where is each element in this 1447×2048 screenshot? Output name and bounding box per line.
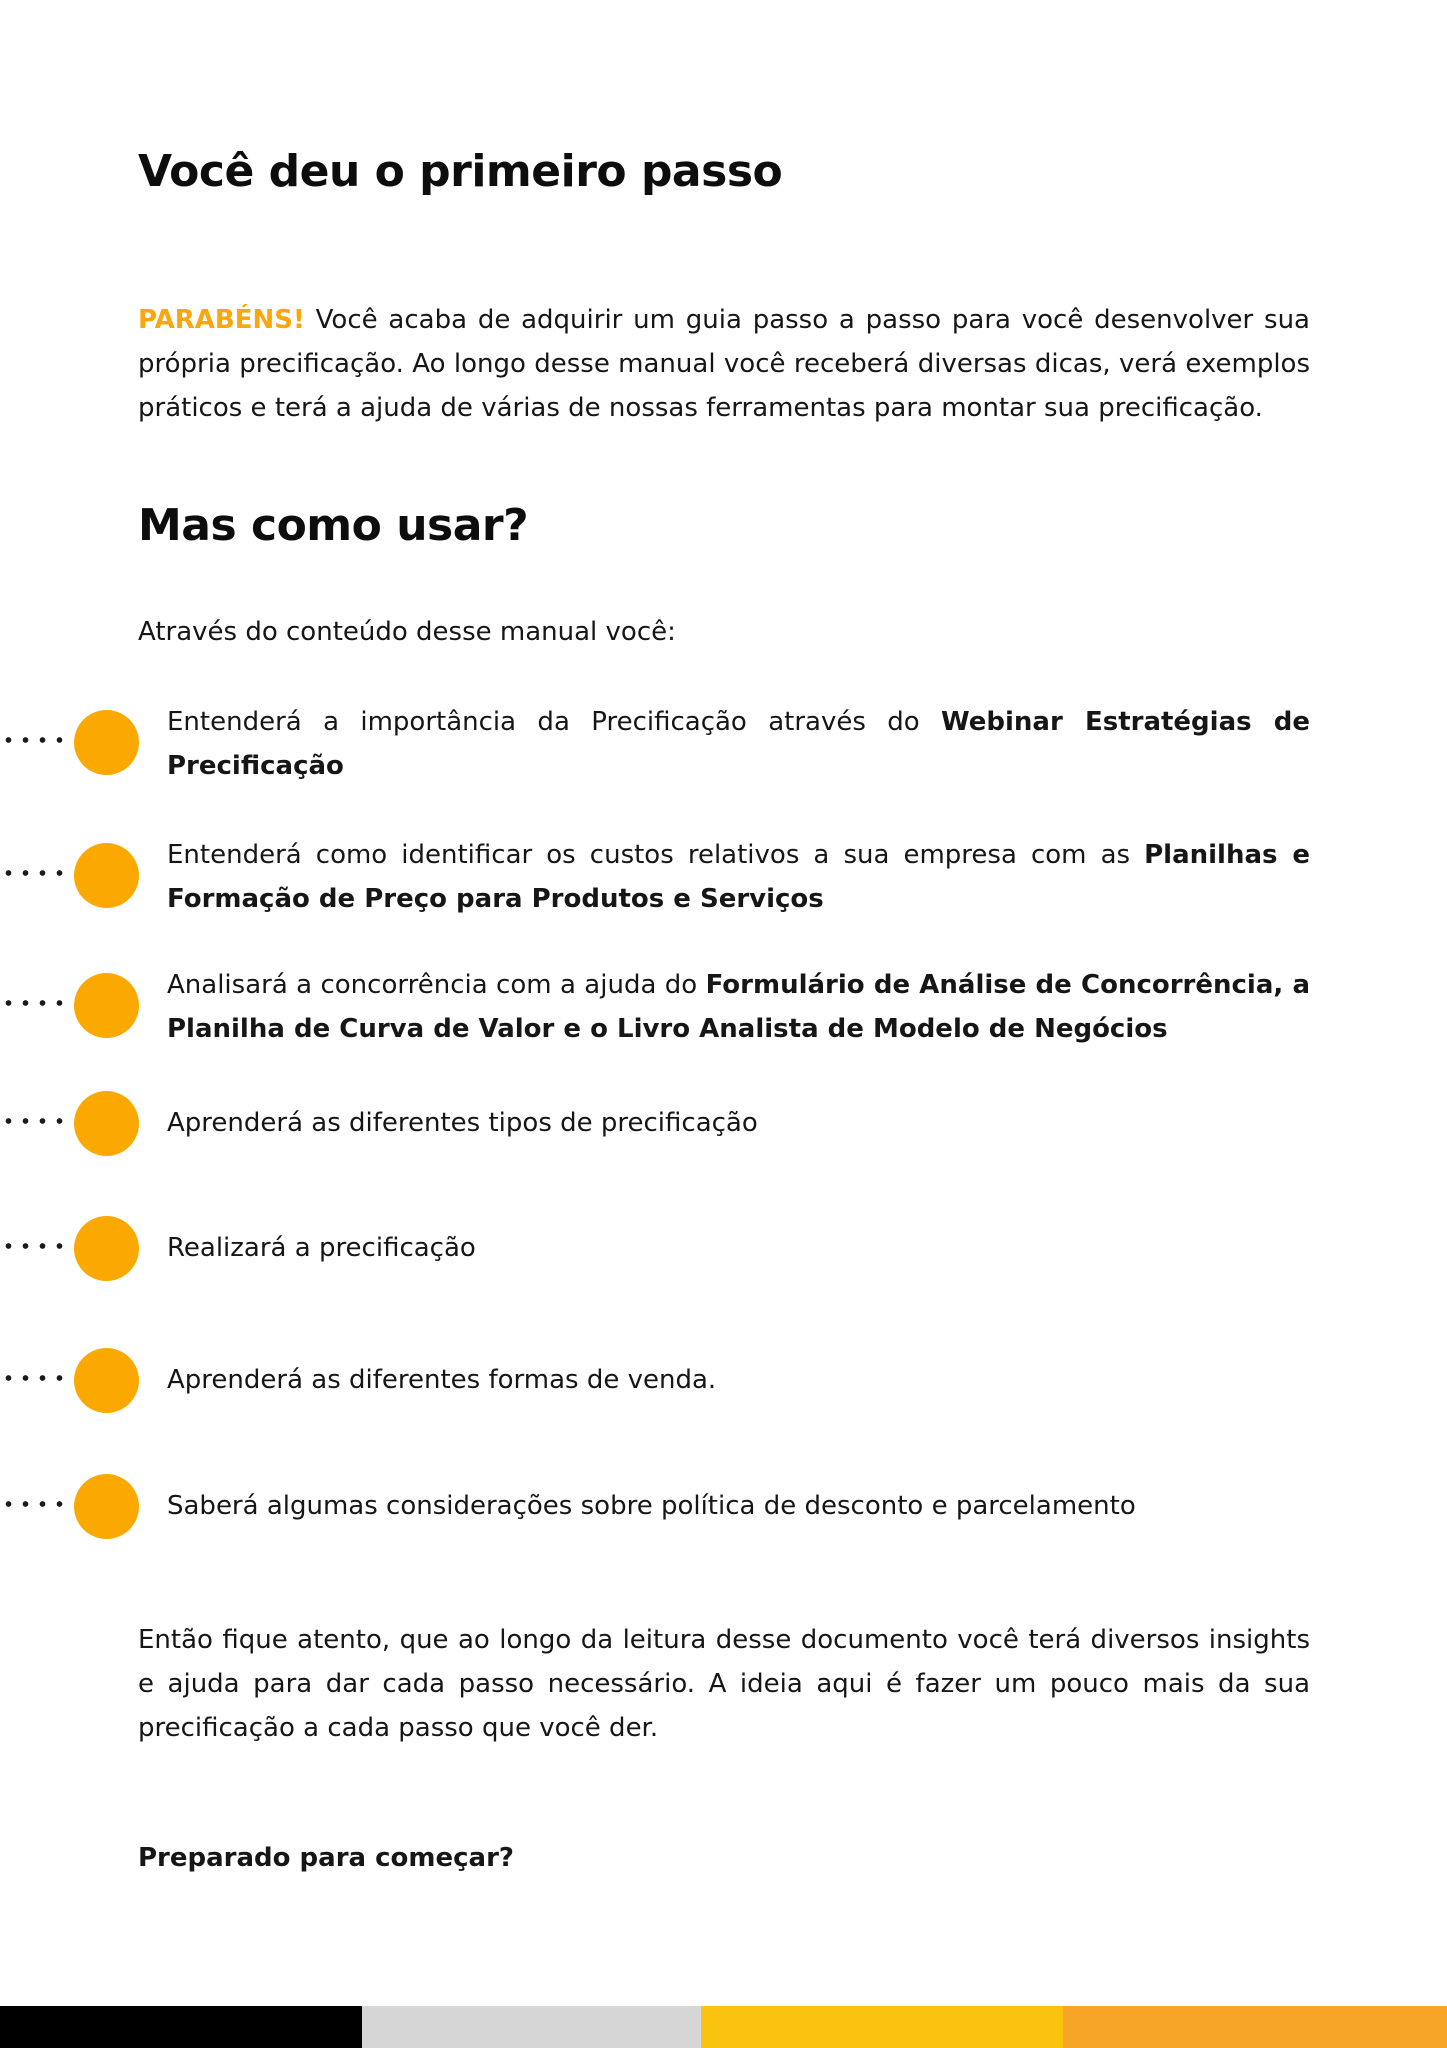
footer-segment-gray xyxy=(362,2006,701,2048)
list-item-text: Entenderá a importância da Precificação através do Webinar Estratégias de Precificação xyxy=(167,707,1310,781)
congratulations-highlight: PARABÉNS! xyxy=(138,305,305,335)
call-to-action: Preparado para começar? xyxy=(138,1843,514,1873)
list-item-text: Saberá algumas considerações sobre política de desconto e parcelamento xyxy=(167,1491,1136,1521)
footer-color-bar xyxy=(0,2006,1447,2048)
list-item-text: Aprenderá as diferentes tipos de precificação xyxy=(167,1108,758,1138)
lead-paragraph: Através do conteúdo desse manual você: xyxy=(138,617,676,647)
closing-paragraph: Então fique atento, que ao longo da leitura desse documento você terá diversos insights e ajuda para dar cada passo necessário. A ideia aqui é fazer um pouco mais da sua precificação a cada passo que você der. xyxy=(138,1625,1310,1743)
dotted-connector xyxy=(0,1375,70,1381)
bullet-circle-icon xyxy=(74,1348,139,1413)
dotted-connector xyxy=(0,1118,70,1124)
intro-text: Você acaba de adquirir um guia passo a passo para você desenvolver sua própria precificação. Ao longo desse manual você receberá diversas dicas, verá exemplos práticos e terá a ajuda de várias de nossas ferramentas para montar sua precificação. xyxy=(138,305,1310,423)
bullet-circle-icon xyxy=(74,710,139,775)
footer-segment-orange xyxy=(1063,2006,1447,2048)
dotted-connector xyxy=(0,870,70,876)
bullet-circle-icon xyxy=(74,1474,139,1539)
dotted-connector xyxy=(0,737,70,743)
footer-segment-black xyxy=(0,2006,362,2048)
footer-segment-yellow xyxy=(701,2006,1063,2048)
bullet-circle-icon xyxy=(74,843,139,908)
list-item-text: Analisará a concorrência com a ajuda do Formulário de Análise de Concorrência, a Planilha de Curva de Valor e o Livro Analista de Modelo de Negócios xyxy=(167,970,1310,1044)
list-item-text: Entenderá como identificar os custos relativos a sua empresa com as Planilhas e Formação de Preço para Produtos e Serviços xyxy=(167,840,1310,914)
bullet-circle-icon xyxy=(74,973,139,1038)
dotted-connector xyxy=(0,1501,70,1507)
bullet-circle-icon xyxy=(74,1091,139,1156)
intro-paragraph xyxy=(138,298,1310,430)
heading-first-step: Você deu o primeiro passo xyxy=(138,146,783,197)
list-item-text: Realizará a precificação xyxy=(167,1233,476,1263)
bullet-circle-icon xyxy=(74,1216,139,1281)
dotted-connector xyxy=(0,1243,70,1249)
heading-how-to-use: Mas como usar? xyxy=(138,500,529,551)
dotted-connector xyxy=(0,1000,70,1006)
list-item-text: Aprenderá as diferentes formas de venda. xyxy=(167,1365,717,1395)
